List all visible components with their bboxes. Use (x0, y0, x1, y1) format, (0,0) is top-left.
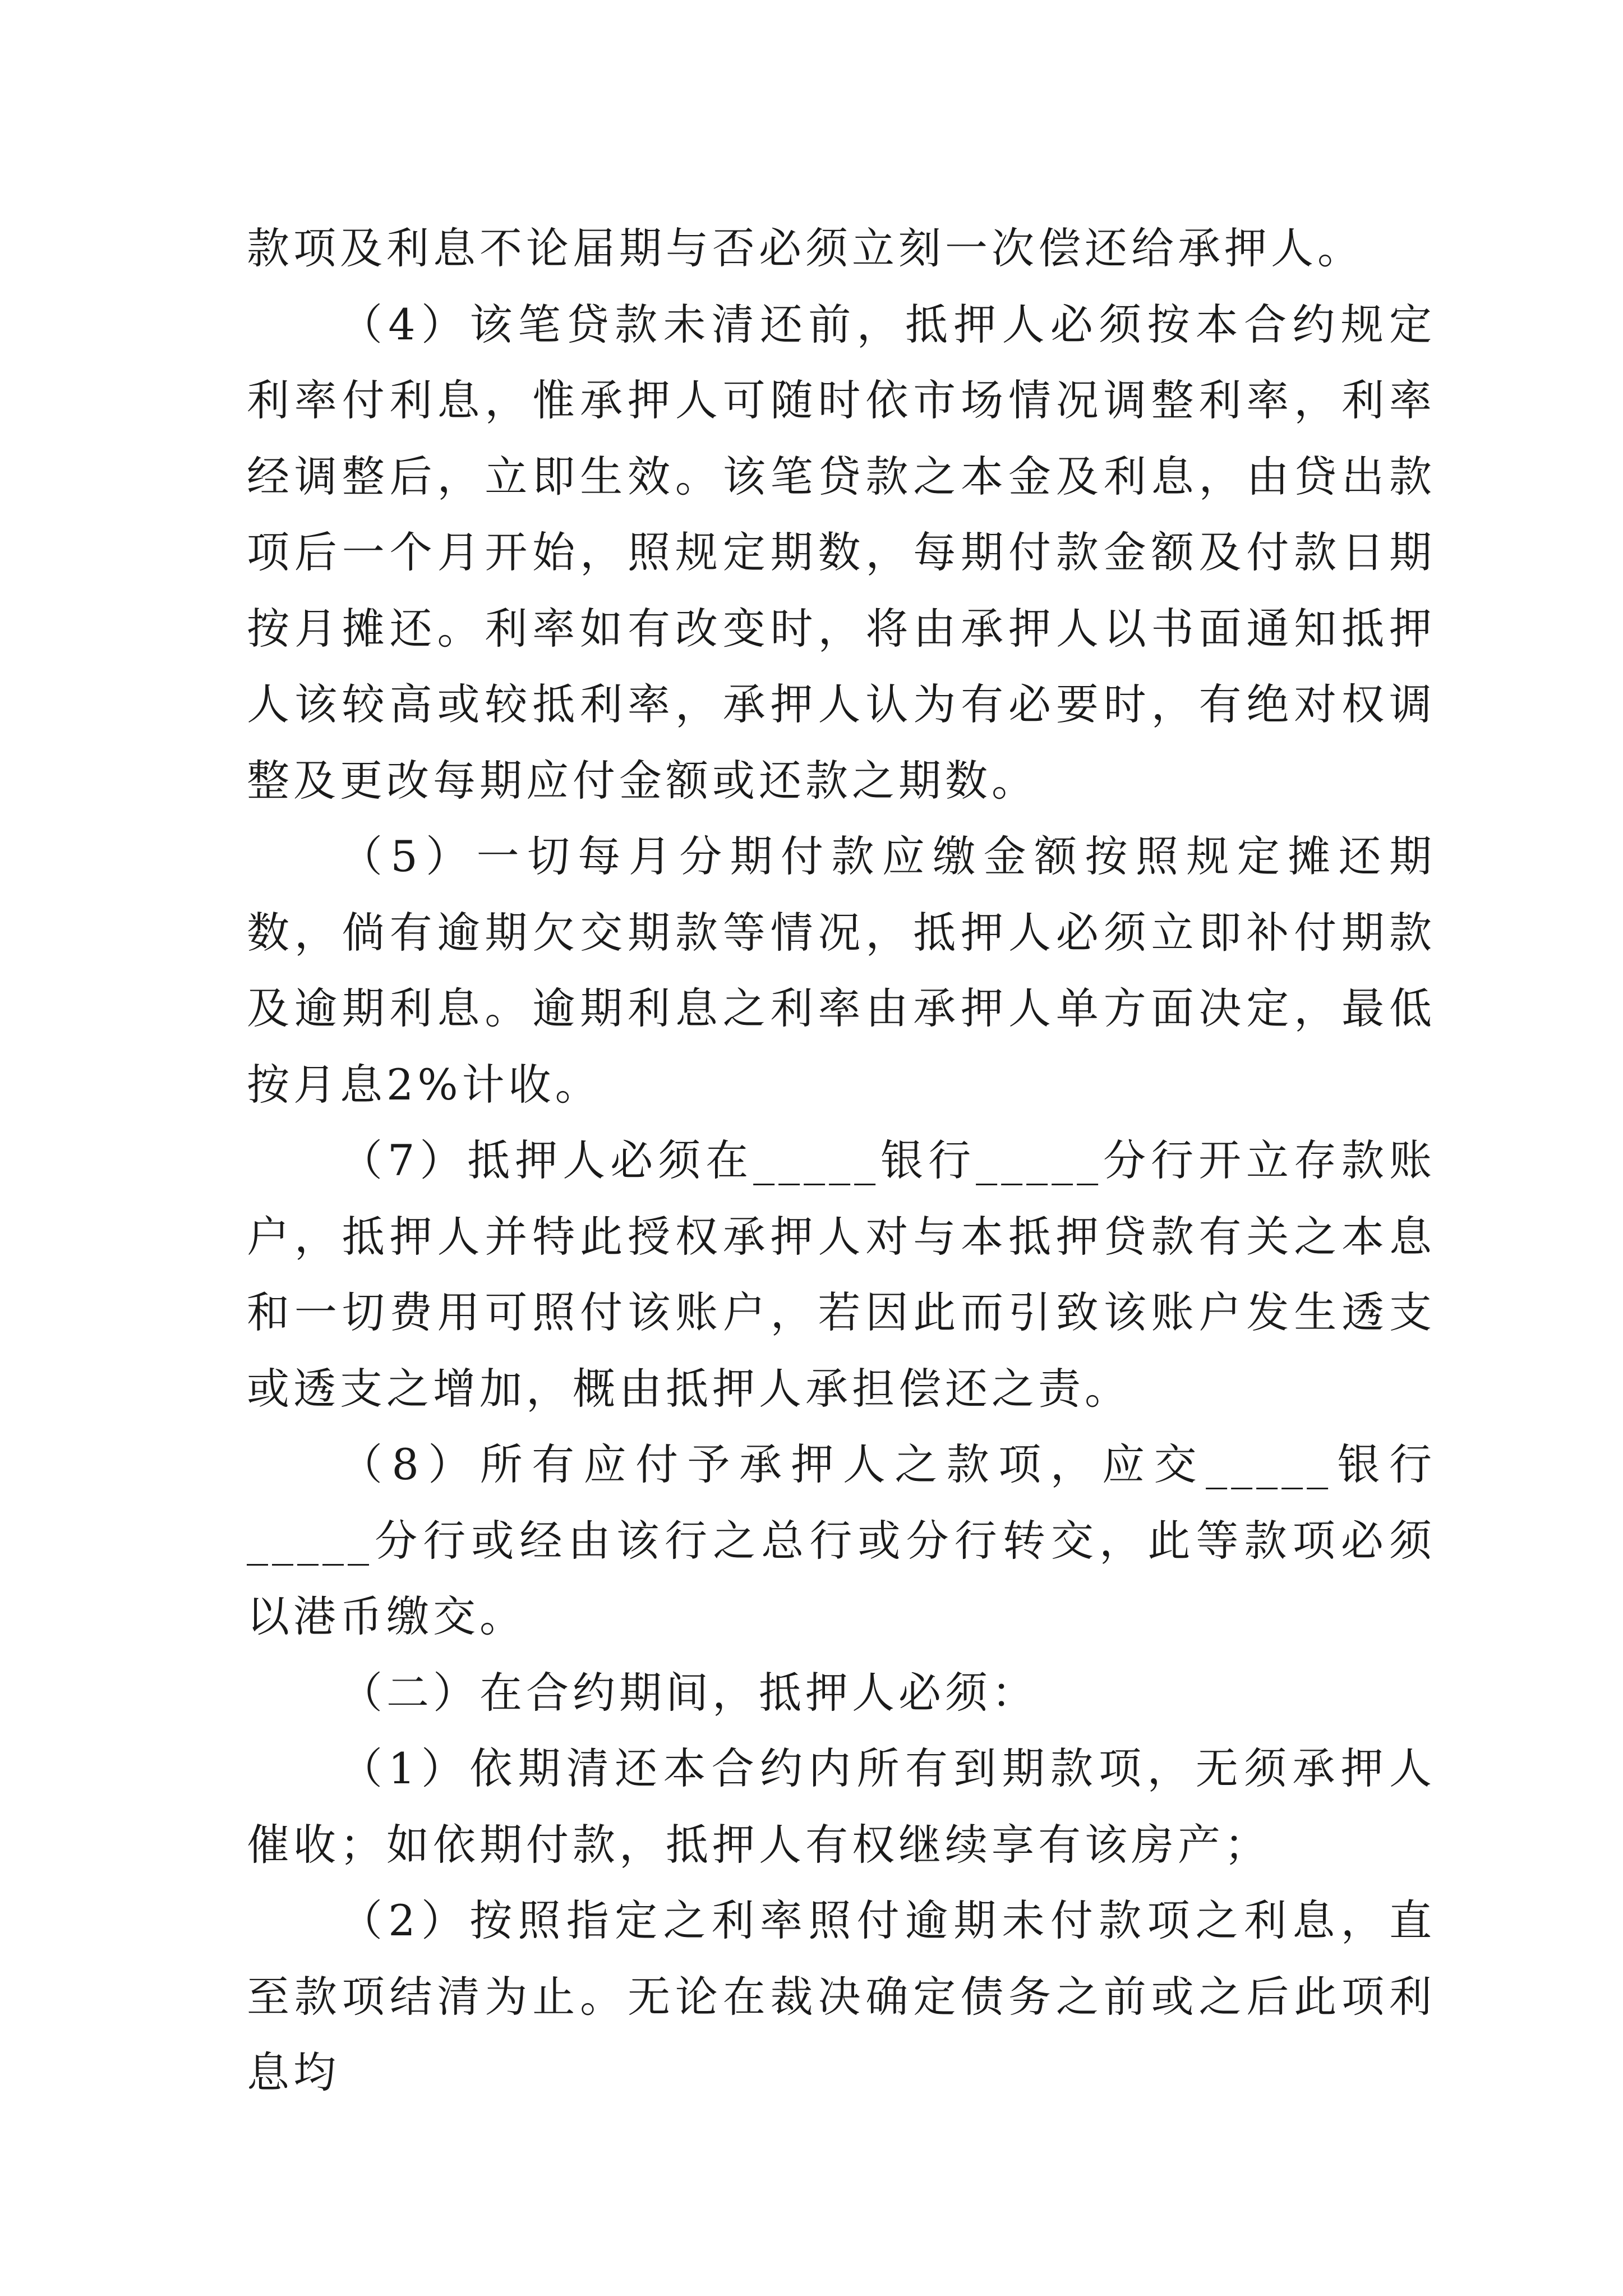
section-heading-2: （二）在合约期间，抵押人必须： (340, 1667, 1038, 1718)
paragraph-clause-7: （7）抵押人必须在_____银行_____分行开立存款账户，抵押人并特此授权承押人对与本抵押贷款有关之本息和一切费用可照付该账户，若因此而引致该账户发生透支或透支之增加，概由抵押人承担偿还之责。 (247, 1135, 1436, 1414)
paragraph-clause-4: （4）该笔贷款未清还前，抵押人必须按本合约规定利率付利息，惟承押人可随时依市场情况调整利率，利率经调整后，立即生效。该笔贷款之本金及利息，由贷出款项后一个月开始，照规定期数，每期付款金额及付款日期按月摊还。利率如有改变时，将由承押人以书面通知抵押人该较高或较抵利率，承押人认为有必要时，有绝对权调整及更改每期应付金额或还款之期数。 (247, 299, 1436, 806)
document-body (247, 210, 1436, 2111)
paragraph-clause-5: （5）一切每月分期付款应缴金额按照规定摊还期数，倘有逾期欠交期款等情况，抵押人必须立即补付期款及逾期利息。逾期利息之利率由承押人单方面决定，最低按月息2%计收。 (247, 831, 1436, 1110)
paragraph-item-2: （2）按照指定之利率照付逾期未付款项之利息，直至款项结清为止。无论在裁决确定债务之前或之后此项利息均 (247, 1895, 1436, 2097)
paragraph-clause-8: （8）所有应付予承押人之款项，应交_____银行_____分行或经由该行之总行或分行转交，此等款项必须以港币缴交。 (247, 1439, 1436, 1641)
paragraph-continuation: 款项及利息不论届期与否必须立刻一次偿还给承押人。 (247, 223, 1364, 273)
paragraph-item-1: （1）依期清还本合约内所有到期款项，无须承押人催收；如依期付款，抵押人有权继续享有该房产； (247, 1743, 1436, 1870)
